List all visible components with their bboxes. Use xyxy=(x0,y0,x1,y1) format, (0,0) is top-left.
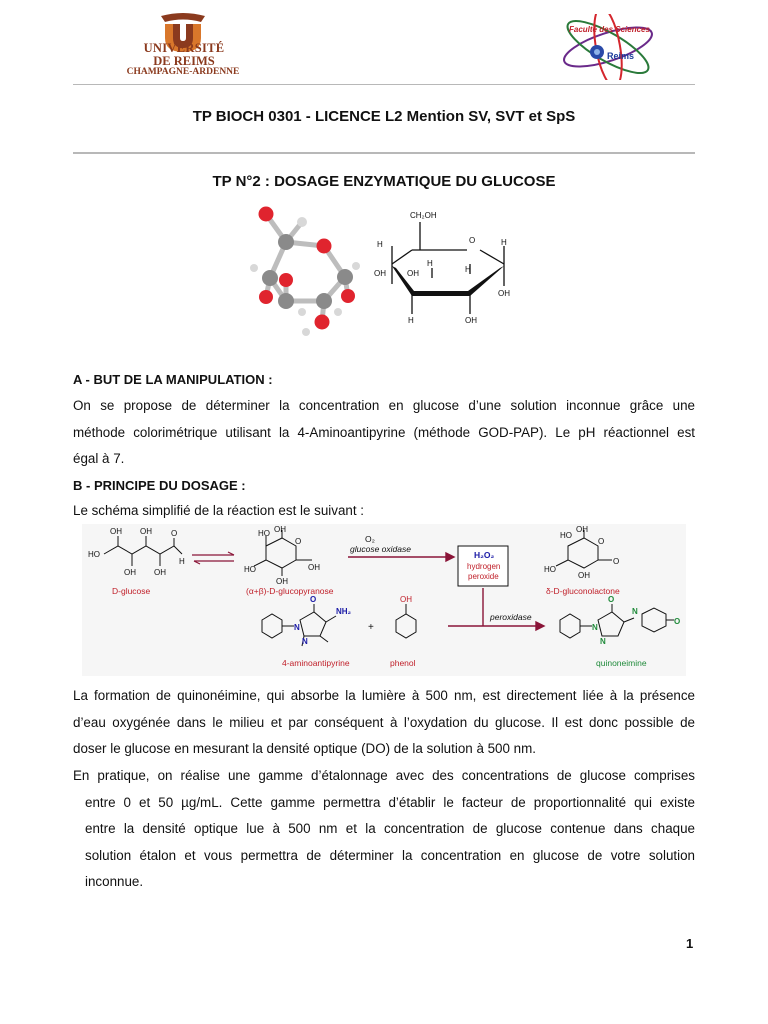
svg-text:O: O xyxy=(469,236,476,245)
svg-text:peroxidase: peroxidase xyxy=(490,612,532,622)
svg-text:glucose oxidase: glucose oxidase xyxy=(350,544,411,554)
glucose-ball-and-stick-model xyxy=(246,204,362,336)
svg-text:H: H xyxy=(377,240,383,249)
svg-text:OH: OH xyxy=(140,527,152,536)
section-a-paragraph: On se propose de déterminer la concentration en glucose d’une solution inconnue grâce une méthode colorimétrique utilisant la 4-Aminoantipyrine (méthode GOD-PAP). Le pH réactionnel est égal à 7. xyxy=(73,398,695,466)
svg-text:N: N xyxy=(592,623,598,632)
svg-text:D-glucose: D-glucose xyxy=(112,586,151,596)
svg-text:NH₂: NH₂ xyxy=(336,607,352,616)
svg-text:H: H xyxy=(408,316,414,325)
university-logo xyxy=(126,12,240,82)
svg-text:O: O xyxy=(295,537,302,546)
svg-text:OH: OH xyxy=(154,568,166,577)
header-divider xyxy=(73,84,695,85)
svg-text:HO: HO xyxy=(244,565,256,574)
svg-text:CH₂OH: CH₂OH xyxy=(410,211,437,220)
title-divider xyxy=(73,152,695,154)
university-name-line1: UNIVERSITÉ xyxy=(143,41,225,55)
svg-text:H: H xyxy=(179,557,185,566)
svg-text:(α+β)-D-glucopyranose: (α+β)-D-glucopyranose xyxy=(246,586,334,596)
tp-title: TP N°2 : DOSAGE ENZYMATIQUE DU GLUCOSE xyxy=(212,173,556,190)
svg-text:4-aminoantipyrine: 4-aminoantipyrine xyxy=(282,658,350,668)
principle-paragraph-1: La formation de quinonéimine, qui absorbe la lumière à 500 nm, est directement liée à la présence d’eau oxygénée dans le milieu et par conséquent à l’oxydation du glucose. Il est donc possible de doser le glucose en mesurant la densité optique (DO) de la solution à 500 nm. xyxy=(73,688,695,756)
svg-text:OH: OH xyxy=(576,525,588,534)
glucose-haworth-projection xyxy=(372,206,522,334)
svg-text:phenol: phenol xyxy=(390,658,416,668)
svg-text:O: O xyxy=(171,529,178,538)
svg-text:O₂: O₂ xyxy=(365,534,375,544)
svg-text:N: N xyxy=(600,637,606,646)
svg-text:H: H xyxy=(501,238,507,247)
section-b-heading: B - PRINCIPE DU DOSAGE : xyxy=(73,478,246,493)
atom-icon xyxy=(553,14,663,80)
svg-text:N: N xyxy=(632,607,638,616)
svg-text:O: O xyxy=(310,595,317,604)
svg-text:H: H xyxy=(465,265,471,274)
page-number: 1 xyxy=(686,936,694,951)
svg-text:H: H xyxy=(427,259,433,268)
svg-text:quinoneimine: quinoneimine xyxy=(596,658,647,668)
svg-text:OH: OH xyxy=(110,527,122,536)
svg-text:peroxide: peroxide xyxy=(468,572,499,581)
university-name-line3: CHAMPAGNE-ARDENNE xyxy=(126,67,240,77)
svg-text:Reims: Reims xyxy=(607,51,635,61)
svg-text:O: O xyxy=(613,557,620,566)
svg-text:OH: OH xyxy=(400,595,412,604)
svg-text:OH: OH xyxy=(274,525,286,534)
svg-text:O: O xyxy=(598,537,605,546)
svg-text:+: + xyxy=(368,622,374,633)
svg-text:OH: OH xyxy=(276,577,288,586)
svg-text:hydrogen: hydrogen xyxy=(467,562,501,571)
faculty-logo xyxy=(553,14,663,80)
svg-text:O: O xyxy=(608,595,615,604)
svg-text:N: N xyxy=(294,623,300,632)
section-b-intro: Le schéma simplifié de la réaction est le suivant : xyxy=(73,503,365,518)
svg-text:OH: OH xyxy=(407,269,419,278)
svg-text:HO: HO xyxy=(544,565,556,574)
principle-paragraph-2: En pratique, on réalise une gamme d’étalonnage avec des concentrations de glucose comprises entre 0 et 50 µg/mL. Cette gamme permettra d’établir le facteur de proportionnalité qui existe entre la densité optique lue à 500 nm et la concentration de glucose contenue dans chaque solution étalon et vous permettra de déterminer la concentration en glucose de votre solution inconnue. xyxy=(73,768,695,889)
section-a-heading: A - BUT DE LA MANIPULATION : xyxy=(73,372,273,387)
svg-text:Faculté des Sciences: Faculté des Sciences xyxy=(569,25,650,34)
course-title: TP BIOCH 0301 - LICENCE L2 Mention SV, SVT et SpS xyxy=(192,108,576,125)
university-name-line2: DE REIMS xyxy=(153,54,215,68)
svg-text:δ-D-gluconolactone: δ-D-gluconolactone xyxy=(546,586,620,596)
reaction-scheme xyxy=(82,524,686,676)
svg-text:N: N xyxy=(302,637,308,646)
svg-text:H₂O₂: H₂O₂ xyxy=(474,550,495,560)
svg-text:HO: HO xyxy=(258,529,270,538)
svg-text:HO: HO xyxy=(560,531,572,540)
svg-text:OH: OH xyxy=(308,563,320,572)
svg-text:HO: HO xyxy=(88,550,100,559)
svg-text:OH: OH xyxy=(465,316,477,325)
svg-text:OH: OH xyxy=(498,289,510,298)
svg-text:OH: OH xyxy=(578,571,590,580)
svg-text:OH: OH xyxy=(124,568,136,577)
svg-text:O: O xyxy=(674,617,681,626)
svg-text:OH: OH xyxy=(374,269,386,278)
